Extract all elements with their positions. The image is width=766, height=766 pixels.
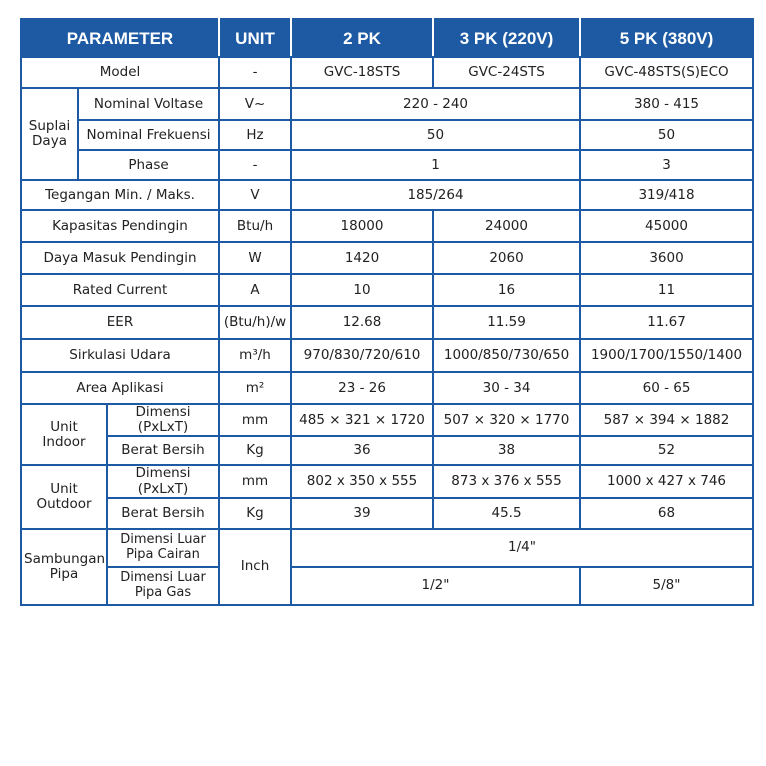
group-label-suplai-daya [21, 88, 78, 180]
table-row-voltase [21, 88, 753, 120]
value-5pk: 380 - 415 [580, 88, 753, 120]
header-3pk: 3 PK (220V) [433, 19, 580, 57]
unit-cell: V~ [219, 88, 291, 120]
table-row-sirkulasi [21, 339, 753, 372]
param-label: Dimensi (PxLxT) [107, 465, 219, 497]
value-2pk: 23 - 26 [291, 372, 433, 404]
group-label-unit-outdoor [21, 465, 107, 528]
param-label: Phase [78, 150, 219, 180]
table-row-model [21, 57, 753, 88]
value-5pk: 3 [580, 150, 753, 180]
value-5pk: 319/418 [580, 180, 753, 210]
unit-cell: mm [219, 465, 291, 497]
unit-cell: - [219, 150, 291, 180]
table-row-tegangan [21, 180, 753, 210]
group-label-unit-indoor [21, 404, 107, 465]
param-label [107, 529, 219, 567]
param-label: EER [21, 306, 219, 339]
value-3pk: 45.5 [433, 498, 580, 529]
group-label-line: Pipa [49, 565, 79, 582]
param-label: Sirkulasi Udara [21, 339, 219, 372]
value-3pk: 38 [433, 436, 580, 465]
value-2pk: 802 x 350 x 555 [291, 465, 433, 497]
param-label: Tegangan Min. / Maks. [21, 180, 219, 210]
table-row-kapasitas [21, 210, 753, 242]
group-label-sambungan-pipa [21, 529, 107, 605]
table-row-phase [21, 150, 753, 180]
value-5pk: 3600 [580, 242, 753, 274]
table-row-outdoor-dimensi [21, 465, 753, 497]
group-label-line: Suplai [28, 117, 71, 134]
value-3pk: 24000 [433, 210, 580, 242]
value-2pk: 970/830/720/610 [291, 339, 433, 372]
param-label-line: Dimensi Luar [120, 570, 206, 586]
table-row-area [21, 372, 753, 404]
unit-cell: Inch [219, 529, 291, 605]
value-2pk: 39 [291, 498, 433, 529]
spec-table [20, 18, 754, 606]
value-2pk-3pk: 1 [291, 150, 580, 180]
value-2pk-3pk: 220 - 240 [291, 88, 580, 120]
unit-cell: W [219, 242, 291, 274]
spec-table-container [20, 18, 752, 606]
param-label: Berat Bersih [107, 498, 219, 529]
param-label: Area Aplikasi [21, 372, 219, 404]
value-3pk: 30 - 34 [433, 372, 580, 404]
header-2pk: 2 PK [291, 19, 433, 57]
unit-cell: V [219, 180, 291, 210]
param-label: Daya Masuk Pendingin [21, 242, 219, 274]
unit-cell: m³/h [219, 339, 291, 372]
value-5pk: 52 [580, 436, 753, 465]
group-label-line: Unit [50, 481, 78, 497]
unit-cell: A [219, 274, 291, 306]
header-5pk: 5 PK (380V) [580, 19, 753, 57]
value-2pk-3pk: 185/264 [291, 180, 580, 210]
group-label-line: Outdoor [36, 496, 92, 513]
value-2pk-3pk: 50 [291, 120, 580, 150]
value-5pk: 11.67 [580, 306, 753, 339]
table-row-rated-current [21, 274, 753, 306]
unit-cell: mm [219, 404, 291, 436]
param-label-line: Pipa Cairan [126, 546, 200, 562]
value-5pk: 50 [580, 120, 753, 150]
unit-cell: (Btu/h)/w [219, 306, 291, 339]
header-unit: UNIT [219, 19, 291, 57]
unit-cell: Hz [219, 120, 291, 150]
value-2pk: GVC-18STS [291, 57, 433, 88]
value-5pk: 1900/1700/1550/1400 [580, 339, 753, 372]
unit-cell: Kg [219, 498, 291, 529]
value-2pk: 1420 [291, 242, 433, 274]
value-3pk: 16 [433, 274, 580, 306]
table-row-pipa-gas [21, 567, 753, 605]
table-row-indoor-dimensi [21, 404, 753, 436]
group-label-line: Daya [32, 133, 67, 150]
param-label-line: Pipa Gas [134, 584, 192, 600]
value-5pk: 587 × 394 × 1882 [580, 404, 753, 436]
value-5pk: 1000 x 427 x 746 [580, 465, 753, 497]
group-label-line: Sambungan [24, 550, 106, 567]
unit-cell: m² [219, 372, 291, 404]
value-5pk: 60 - 65 [580, 372, 753, 404]
value-3pk: 1000/850/730/650 [433, 339, 580, 372]
unit-cell: - [219, 57, 291, 88]
value-2pk: 36 [291, 436, 433, 465]
value-2pk: 18000 [291, 210, 433, 242]
value-3pk: 873 x 376 x 555 [433, 465, 580, 497]
param-label: Nominal Voltase [78, 88, 219, 120]
table-row-pipa-cairan [21, 529, 753, 567]
param-label-line: Dimensi Luar [120, 532, 206, 548]
value-2pk: 485 × 321 × 1720 [291, 404, 433, 436]
param-label: Nominal Frekuensi [78, 120, 219, 150]
group-label-line: Indoor [42, 433, 86, 450]
value-2pk: 10 [291, 274, 433, 306]
param-label: Dimensi (PxLxT) [107, 404, 219, 436]
table-row-daya-masuk [21, 242, 753, 274]
param-label: Kapasitas Pendingin [21, 210, 219, 242]
header-parameter: PARAMETER [21, 19, 219, 57]
table-row-eer [21, 306, 753, 339]
table-row-indoor-berat [21, 436, 753, 465]
value-3pk: GVC-24STS [433, 57, 580, 88]
param-label: Berat Bersih [107, 436, 219, 465]
table-row-outdoor-berat [21, 498, 753, 529]
value-5pk: 11 [580, 274, 753, 306]
value-3pk: 507 × 320 × 1770 [433, 404, 580, 436]
value-3pk: 2060 [433, 242, 580, 274]
value-2pk-3pk: 1/2" [291, 567, 580, 605]
value-5pk: 45000 [580, 210, 753, 242]
value-2pk: 12.68 [291, 306, 433, 339]
value-all: 1/4" [291, 529, 753, 567]
table-row-frekuensi [21, 120, 753, 150]
param-label: Rated Current [21, 274, 219, 306]
value-5pk: GVC-48STS(S)ECO [580, 57, 753, 88]
header-row [21, 19, 753, 57]
param-label: Model [21, 57, 219, 88]
unit-cell: Btu/h [219, 210, 291, 242]
value-5pk: 68 [580, 498, 753, 529]
group-label-line: Unit [50, 418, 78, 435]
param-label [107, 567, 219, 605]
value-3pk: 11.59 [433, 306, 580, 339]
unit-cell: Kg [219, 436, 291, 465]
value-5pk: 5/8" [580, 567, 753, 605]
